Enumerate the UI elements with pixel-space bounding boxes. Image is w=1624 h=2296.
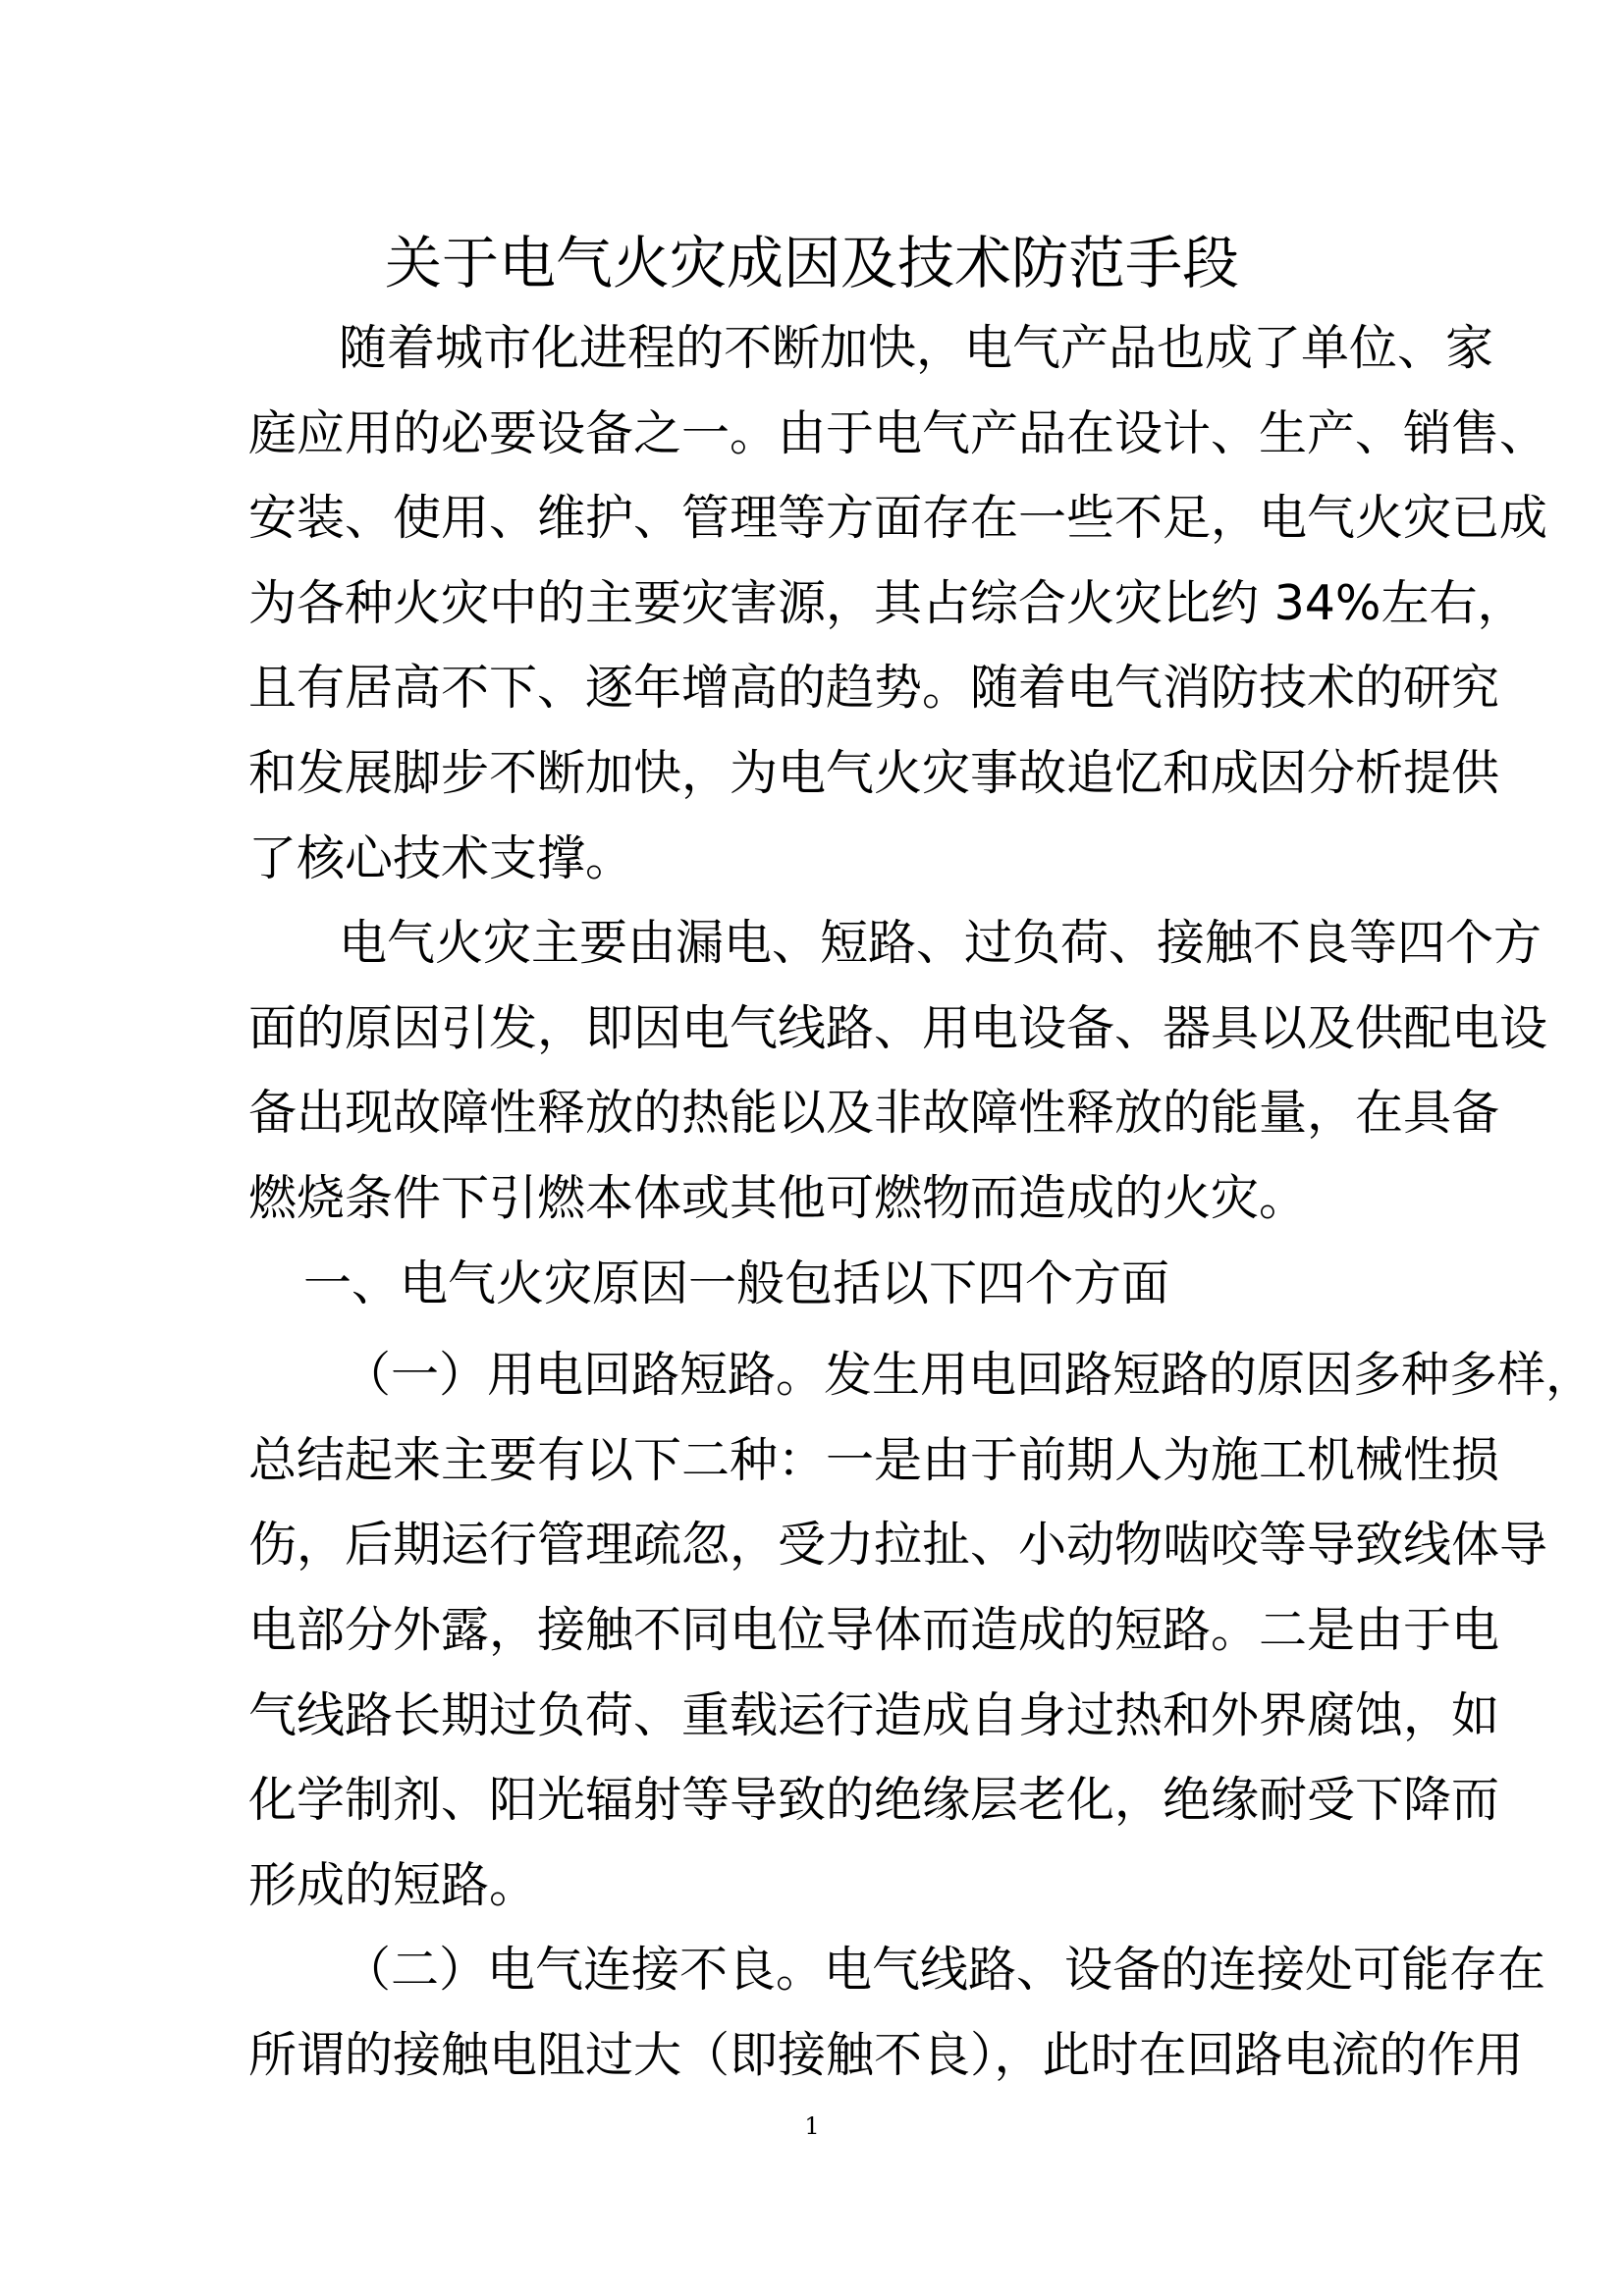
document-title: 关于电气火灾成因及技术防范手段 (384, 230, 1239, 296)
text-line: 随着城市化进程的不断加快，电气产品也成了单位、家 (339, 320, 1494, 376)
paragraph-poor-connection (248, 1928, 1546, 2098)
text-line: 电部分外露，接触不同电位导体而造成的短路。二是由于电 (248, 1601, 1500, 1658)
text-line: （一）用电回路短路。发生用电回路短路的原因多种多样， (343, 1347, 1595, 1404)
text-line: 所谓的接触电阻过大（即接触不良），此时在回路电流的作用 (248, 2026, 1524, 2083)
paragraph-causes (248, 901, 1548, 1241)
text-line: 了核心技术支撑。 (248, 829, 634, 886)
text-line: 电气火灾主要由漏电、短路、过负荷、接触不良等四个方 (339, 915, 1543, 972)
section-heading (248, 1242, 1388, 1327)
paragraph-intro (248, 306, 1548, 901)
text-line: 总结起来主要有以下二种：一是由于前期人为施工机械性损 (248, 1431, 1500, 1488)
text-line: 庭应用的必要设备之一。由于电气产品在设计、生产、销售、 (248, 404, 1548, 461)
text-line: 安装、使用、维护、管理等方面存在一些不足，电气火灾已成 (248, 490, 1548, 547)
text-line: 伤，后期运行管理疏忽，受力拉扯、小动物啮咬等导致线体导 (248, 1517, 1548, 1574)
text-line: 为各种火灾中的主要灾害源，其占综合火灾比约 34%左右， (248, 574, 1526, 631)
text-line: 和发展脚步不断加快，为电气火灾事故追忆和成因分析提供 (248, 744, 1500, 801)
text-line: （二）电气连接不良。电气线路、设备的连接处可能存在 (343, 1942, 1546, 1999)
heading-line: 一、电气火灾原因一般包括以下四个方面 (303, 1255, 1170, 1311)
page-number: 1 (804, 2112, 820, 2140)
text-line: 且有居高不下、逐年增高的趋势。随着电气消防技术的研究 (248, 660, 1500, 717)
text-line: 燃烧条件下引燃本体或其他可燃物而造成的火灾。 (248, 1169, 1308, 1226)
text-line: 形成的短路。 (248, 1856, 538, 1913)
text-line: 气线路长期过负荷、重载运行造成自身过热和外界腐蚀，如 (248, 1686, 1500, 1743)
text-line: 化学制剂、阳光辐射等导致的绝缘层老化，绝缘耐受下降而 (248, 1772, 1500, 1829)
paragraph-short-circuit (248, 1333, 1595, 1928)
text-line: 备出现故障性释放的热能以及非故障性释放的能量，在具备 (248, 1085, 1500, 1142)
text-line: 面的原因引发，即因电气线路、用电设备、器具以及供配电设 (248, 999, 1548, 1056)
document-body (248, 306, 1595, 2098)
